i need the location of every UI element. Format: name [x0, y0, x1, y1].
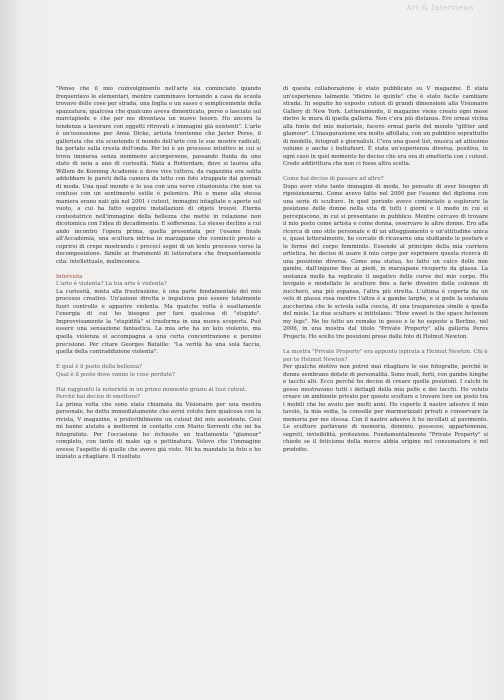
- section-label: Intervista: [56, 273, 83, 280]
- question-4: Come hai deciso di passare ad altro?: [283, 176, 384, 183]
- answer-5: Per qualche motivo non potrei mai ritagliare le sue fotografie, perché le donne sembrano dotate di personalità. Sono reali, forti, con gambe lunghe e tacchi alti. Ecco perché ho deciso di creare quelle posizioni. I calchi in gesso mostravano tutti i dettagli della mia pelle e dei tacchi. Ho voluto creare un ambiente privato per queste sculture e trovare loro un posto tra i mobili che ho avuto per molti anni. Ho coperto il nastro adesivo il mio tavolo, la mia sedia, la consolle per marmorizzati privati e conservare la memoria per me stessa. Con il nastro adesivo li ho incollati al pavimento. Le sculture parlavano di memoria, dominio, possesso, appartenenza, segreti, invisibilità, protezione. Fondamentalmente "Private Property" si chiede se il feticismo della merce abbia origine nel consumatore o nel prodotto.: [283, 364, 488, 453]
- question-block-3: [56, 387, 261, 462]
- answer-3: La prima volta che sono stata chiamata da Visionaire per una mostra personale, ho detto immediatamente che avrei voluto fare qualcosa con la rivista, V magazine, e preferibilmente un cutout del mio assistente. Così mi hanno aiutato a mettermi in contatto con Mario Sorrenti che mi ha fotografato. Per l'occasione ho richiesto un trattamento "glamour" completo, con tanto di make up e pettinatura. Volevo che l'immagine avesse l'aspetto di quelle che avevo già visto. Mi ha mandato la foto e ho iniziato a ritagliare. Il risultato: [56, 401, 261, 461]
- question-block-4: [283, 176, 488, 341]
- question-2b: Qual è il posto dove vanno le cose perdute?: [56, 371, 175, 378]
- continued-paragraph: di questa collaborazione è stato pubblicato su V magazine. È stata un'esperienza talmente "dietro le quinte" che è stato facile cambiare strada. In seguito ho esposto cutout di grandi dimensioni alla Visionaire Gallery di New York. Letteralmente, il magazine viene creato ogni mese dietro le mura di quella galleria. Non c'era più distanza. Ero ormai vicina alla fonte del mio materiale, facevo ormai parte del mondo "glitter and glamour". L'inaugurazione era molto affollata, con un pubblico soprattutto di modelle, fotografi e giornalisti. C'era una guest list, musica ad altissimo volume e anche i buttafuori. È stata un'esperienza diversa, positiva, in ogni caso in quel momento ho deciso che era ora di smetterla con i cutout. Credo addirittura che non ci fosse altra scelta.: [283, 86, 488, 168]
- question-block-5: [283, 349, 488, 454]
- question-5: La mostra "Private Property" era appunto ispirata a Helmut Newton. Chi è per te Helmut Newton?: [283, 349, 488, 363]
- question-block-1: [56, 274, 261, 357]
- question-block-2: [56, 364, 261, 379]
- answer-1: La curiosità, mista alla frustrazione, è una parte fondamentale del mio processo creativo. Un'azione diretta e impulsiva può essere totalmente fuori controllo e apparire violenta. Ma qualche volta è esattamente l'energia di cui ho bisogno per fare qualcosa di "stupido". Improvvisamente la "stupidità" si trasforma in una nuova scoperta. Può essere una sensazione fantastica. La mia arte ha un lato violento, ma quella violenza si accompagna a una certa concentrazione e persino precisione. Per citare Georges Bataille: "La verità ha una sola faccia, quella della contraddizione violenta".: [56, 288, 261, 356]
- running-head: Art & Interviews: [406, 4, 474, 12]
- question-2a: E qual è il posto della bellezza?: [56, 364, 142, 371]
- right-column: [283, 86, 488, 454]
- question-3: Hai raggiunto la notorietà in un primo momento grazie ai tuoi cutout. Perché hai deciso di smettere?: [56, 386, 247, 401]
- intro-paragraph: "Penso che il mio coinvolgimento nell'arte sia cominciato quando frequentavo le elementari, mentre camminavo tornando a casa da scuola trovavo delle cose per strada, una foglia o un sasso o semplicemente della spazzatura; qualcosa che qualcuno aveva dimenticato, perso o lasciato sul marciapiede e che per me diventava un nuovo tesoro. Ho ancora la tendenza a lavorare con oggetti ritrovati e immagini già esistenti". L'arte è un'ossessione per Amie Dicke, artista trentenne che Javier Peres, il gallerista che sta scuotendo il mondo dell'arte con le sue mostre radicali, ha portato sulla cresta dell'onda. Per lei è un processo intuitivo in cui si trova immersa senza nemmeno accorgersene, passando fluida da uno stato di noia a uno di curiosità. Nata a Rotterdam, dove si laurea alla Willem de Kooning Academie e dove vive tuttora, da ragazzina era solita addobbare le pareti della camera da letto con foto strappate dai giornali di moda. Una qual mondo e lo usa con una verve citazionista che non va confuso con un sentimento ostile o polemico. Più o meno alla stessa maniera erano nati già nel 2001 i cutout, immagini intagliate e aperte sul vuoto, a cui ha fatto seguire installazioni di objets trouvé. Eterna contestatrice nell'immagine della bellezza che mette in relazione non dicotomica con l'idea di decadimento. E sofferenza. Lo stesso declino a cui ando incontro l'opera prima, quella presentata per l'esame finale all'Accademia, una scultura intrisa in marzapane che cominciò presto a coprirsi di crepe mostrando i precoci segni di un lento processo verso la decomposizione. Simile ai frammenti di letteratura che frequentamente cita: intellettuale, malinconica.: [56, 86, 261, 265]
- question-1: L'arte è violenta? La tua arte è violenta?: [56, 281, 167, 288]
- answer-4: Dopo aver visto tante immagini di moda, ho pensato di aver bisogno di riposizionarmi. Come avevo fatto nel 2000 per l'esame del diploma con una serie di sculture. In quel periodo avevo cominciato a esplorare la posizione delle donne nella vita di tutti i giorni e il modo in cui si percepiscono, in cui si presentano in pubblico. Mentre cercavo di trovare il mio posto come artista e come donna, osservavo le altre donne. Ero alla ricerca di uno stile personale e di un atteggiamento o un'attitudine unica e, quasi letteralmente, ho cercato di ricavarne una studiando le posture e le forme del corpo femminile. Essendo al principio della mia carriera artistica, ho deciso di usare il mio corpo per esprimere questa ricerca di una posizione diversa. Come una statua, ho fatto un calco delle mie gambe, dall'inguine fino ai piedi, in marzapane ricoperto da glassa. La sostanza molle ha replicato il negativo delle curve del mio corpo. Ho levigato e modellato le sculture fino a farle divenire delle colonne di zucchero, una più espansa, l'altra più stretta. L'ultima è coperta da un velo di glassa rosa mentre l'altra è a gambe larghe, e si gode la sostanza zuccherina che le scivola sulla coscia, di una trasparenza simile a quella del miele. Le due sculture si intitolano: "How sweet is the space between my legs". Ne ho fatto un remake in gesso e le ho esposte a Berlino, nel 2006, in una mostra dal titolo "Private Property" alla galleria Peres Projects. Ho scelto tre posizioni prese dalle foto di Helmut Newton.: [283, 183, 488, 340]
- left-column: [56, 86, 261, 462]
